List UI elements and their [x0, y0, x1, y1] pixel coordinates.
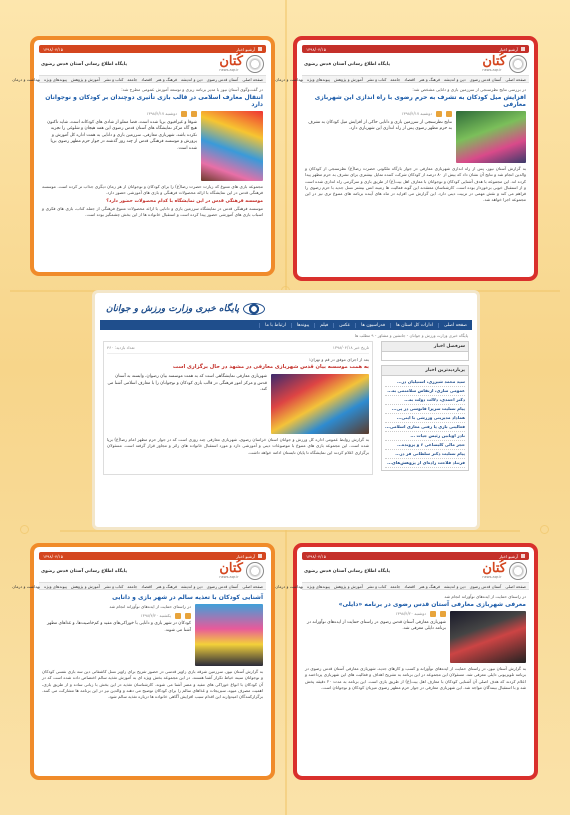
nav-education[interactable]: آموزش و پژوهش: [70, 583, 100, 589]
main-nav: [275, 582, 529, 590]
nav-religion[interactable]: دین و اندیشه: [444, 76, 466, 82]
article-date: یکشنبه ۱۳۹۸/۴/۲۰: [140, 612, 171, 618]
ministry-header: [100, 298, 472, 320]
date-label: ۱۳۹۸/۰۴/۱۵: [306, 553, 326, 559]
article-subtitle: در راستای حمایت از ایده‌های نوآورانه انجام شد: [109, 604, 191, 609]
article-lead: شهربازی معارفی آستان قدس رضوی در راستای حمایت از ایده‌های نوآورانه در برنامه دایلی معرفی شد.: [307, 619, 446, 631]
date-label: ۱۳۹۸/۰۴/۱۵: [306, 46, 326, 52]
news-panel-2: [12, 36, 275, 276]
article-title[interactable]: به همت موسسه بیان قدس شهربازی معارفی در مشهد در حال برگزاری است: [172, 364, 369, 370]
site-header: [39, 560, 266, 582]
popular-item[interactable]: حجز مالی کلیساغی ۶ و پرونده...: [385, 441, 465, 450]
nav-education[interactable]: آموزش و پژوهش: [70, 76, 100, 82]
box-heading: پربازدیدترین اخبار: [382, 366, 468, 376]
ministry-sidebar: [381, 341, 469, 475]
popular-item[interactable]: فرتناد فلاحت زاده‌ای از پژوهش‌های...: [385, 459, 465, 468]
date-label: تاریخ خبر: [353, 345, 369, 350]
mnav-video[interactable]: فیلم: [314, 323, 333, 328]
nav-astan[interactable]: آستان قدس رضوی: [469, 76, 502, 82]
date-label: ۱۳۹۸/۰۴/۱۵: [43, 46, 63, 52]
site-tagline: پایگاه اطلاع رسانی آستان قدس رضوی: [41, 568, 128, 574]
article-body: به گزارش روابط عمومی اداره کل ورزش و جوانان استان خراسان رضوی، شهربازی معارفی چند روزی است که در جوار حرم مطهر امام رضا(ع) برپا شده است. این مجموعه بازی های متنوع با موضوعات دینی و آموزشی دارد و مورد استقبال خانواده های زائر و مجاور قرار گرفته است. مسئولان برگزاری اعلام کردند این نمایشگاه تا پایان تابستان ادامه خواهد داشت.: [107, 437, 369, 455]
nav-economy[interactable]: اقتصاد: [141, 76, 153, 82]
nav-astan[interactable]: آستان قدس رضوی: [206, 583, 239, 589]
nav-religion[interactable]: دین و اندیشه: [181, 76, 203, 82]
nav-society[interactable]: جامعه: [390, 76, 401, 82]
article-lead-row: [42, 604, 263, 666]
ministry-logo-icon: [243, 303, 265, 315]
popular-item[interactable]: فعالیتی بازی پا رفتی معاری اسلامی...: [385, 423, 465, 432]
mnav-links[interactable]: پیوندها: [291, 323, 314, 328]
news-panel-5: [275, 543, 538, 780]
site-logo[interactable]: کُتان news.aqr.ir: [219, 54, 243, 72]
article-lead-row: [305, 111, 526, 163]
nav-health[interactable]: بهداشت و درمان: [275, 76, 304, 82]
bg-node: [20, 525, 29, 534]
ministry-content: [100, 341, 472, 475]
article-title[interactable]: افزایش میل کودکان به تشرف به حرم رضوی با راه اندازی این شهربازی معارفی: [314, 94, 526, 108]
ministry-panel: [92, 290, 480, 530]
nav-society[interactable]: جامعه: [127, 583, 138, 589]
share-icon[interactable]: [436, 111, 442, 117]
article-title[interactable]: انتقال معارف اسلامی در قالب بازی تأثیری دوچندان بر کودکان و نوجوانان دارد: [45, 94, 263, 108]
share-icon[interactable]: [430, 611, 436, 617]
article-body: مجموعه بازی های متنوع که زیارت حضرت رضا(ع) را برای کودکان و نوجوانان از هر زمان دیگری جذاب تر کرده است. موسسه فرهنگی قدس در این نمایشگاه با ارائه محصولات فرهنگی و بازی های آموزشی حضور دارد.: [42, 184, 263, 196]
nav-education[interactable]: آموزش و پژوهش: [333, 76, 363, 82]
square-icon: [521, 554, 525, 558]
site-logo[interactable]: کُتان news.aqr.ir: [482, 54, 506, 72]
emblem-icon: [246, 562, 264, 580]
article-image: [201, 111, 263, 181]
article-subtitle: در بررسی نتایج نظرسنجی از سرزمین بازی و دانایی مشخص شد:: [412, 87, 526, 92]
article-lead-row: [107, 374, 369, 434]
nav-economy[interactable]: اقتصاد: [404, 76, 416, 82]
bg-line: [60, 530, 520, 532]
article-image: [195, 604, 263, 666]
archive-link[interactable]: آرشیو اخبار: [236, 553, 255, 559]
nav-culture[interactable]: فرهنگ و هنر: [156, 583, 178, 589]
article-lead: کودکان در شهر بازی و دانایی با خوراکی‌های مفید و کم‌خاصیت‌ها، و غذاهای مطهر آشنا می شوند.: [47, 621, 191, 633]
nav-links[interactable]: پیوندهای ویژه: [307, 76, 330, 82]
site-tagline: پایگاه اطلاع رسانی آستان قدس رضوی: [304, 61, 391, 67]
nav-links[interactable]: پیوندهای ویژه: [44, 583, 67, 589]
nav-culture[interactable]: فرهنگ و هنر: [156, 76, 178, 82]
site-logo[interactable]: کُتان news.aqr.ir: [482, 561, 506, 579]
share-icon[interactable]: [181, 111, 187, 117]
nav-books[interactable]: کتاب و نشر: [366, 583, 387, 589]
article-date: دوشنبه ۱۳۹۸/۴/۱۷: [146, 111, 177, 116]
nav-home[interactable]: صفحه اصلی: [505, 76, 526, 82]
top-bar: [302, 45, 529, 53]
popular-item[interactable]: عمومی سازی، ارتقاس سلامتمی به...: [385, 387, 465, 396]
article-title[interactable]: معرفی شهربازی معارفی آستان قدس رضوی در برنامه «دایلی»: [338, 601, 526, 608]
square-icon: [258, 554, 262, 558]
print-icon[interactable]: [440, 611, 446, 617]
popular-item[interactable]: نادر اویابین رئیس جیات ...: [385, 432, 465, 441]
emblem-icon: [509, 562, 527, 580]
nav-economy[interactable]: اقتصاد: [141, 583, 153, 589]
mnav-provinces[interactable]: ادارات کل استان ها: [390, 323, 438, 328]
article-lead: شوقا و غیرافیوی بریا شده است، فضا مملو از شادی های کودکانه است، شاید تاکنون هیچ گاه مرکز نمایشگاه های آستان قدس رضوی این همه هیجان و شلوغی را تجربه نکرده باشد. شهربازی معارفی، سرزمین بازی و دانایی به همت اداره کل آموزش و پرورش و موسسه فرهنگی قدس از چند روز گذشته در جوار حرم مطهر رضوی برپا شده است.: [47, 119, 197, 151]
nav-books[interactable]: کتاب و نشر: [366, 76, 387, 82]
main-nav: [275, 75, 529, 83]
archive-link[interactable]: آرشیو اخبار: [236, 46, 255, 52]
news-panel-1: [275, 36, 538, 281]
article-lead-row: [42, 111, 263, 181]
nav-links[interactable]: پیوندهای ویژه: [307, 583, 330, 589]
article-lead-row: [305, 611, 526, 663]
mnav-home[interactable]: صفحه اصلی: [438, 323, 472, 328]
site-tagline: پایگاه اطلاع رسانی آستان قدس رضوی: [304, 568, 391, 574]
main-nav: [12, 75, 266, 83]
box-heading: سرفصل اخبار: [382, 342, 468, 352]
article-date: دوشنبه ۱۳۹۸/۴/۲۰: [395, 611, 426, 616]
mnav-contact[interactable]: ارتباط با ما: [259, 323, 291, 328]
nav-health[interactable]: بهداشت و درمان: [12, 583, 41, 589]
nav-astan[interactable]: آستان قدس رضوی: [206, 76, 239, 82]
nav-religion[interactable]: دین و اندیشه: [181, 583, 203, 589]
article: [302, 83, 529, 208]
top-bar: [39, 552, 266, 560]
site-logo[interactable]: کُتان news.aqr.ir: [219, 561, 243, 579]
print-icon[interactable]: [185, 613, 191, 619]
emblem-icon: [509, 55, 527, 73]
ministry-article: [103, 341, 373, 475]
archive-link[interactable]: آرشیو اخبار: [499, 46, 518, 52]
popular-item[interactable]: پیام تسلیت سرپرا قانوسی در پی...: [385, 405, 465, 414]
popular-item[interactable]: سید محمد شیرزی، استیلیان در...: [385, 378, 465, 387]
square-icon: [521, 47, 525, 51]
top-bar: [39, 45, 266, 53]
nav-culture[interactable]: فرهنگ و هنر: [419, 583, 441, 589]
article-image: [450, 611, 526, 663]
nav-religion[interactable]: دین و اندیشه: [444, 583, 466, 589]
article-body: به گزارش آستان نیوز، سرزمین شرقه بازی زاویر قدسی در حضور تفریح برای زاویر نسل کاشفاتی دین سه بازی نفسی کودکان و نوجوانان سینه خیاط تکرار آشنا هستند. در این مجموعه بخش ویژه ای به آموزش تغذیه سالم اختصاص داده شده است که در آن کودکان با انواع خوراکی های مفید و مضر آشنا می شوند. کارشناسان تغذیه در این بخش با زبانی ساده و از طریق بازی، اهمیت مصرف میوه، سبزیجات و غذاهای سالم را برای کودکان توضیح می دهند و والدین نیز در این برنامه ها مشارکت می کنند. برگزارکنندگان امیدوارند این اقدام سبب افزایش آگاهی خانواده ها درباره تغذیه سالم شود.: [42, 669, 263, 700]
article-lead: شهربازی معارفی نمایشگاهی است که به همت موسسه بیان رضوان، وابسته به آستان قدس و مرکز امور فرهنگی در قالب بازی کودکان و نوجوانان را با معارف اسلامی آشنا می کند.: [107, 374, 267, 392]
article-image: [271, 374, 369, 434]
print-icon[interactable]: [191, 111, 197, 117]
emblem-icon: [246, 55, 264, 73]
article-lead: نتایج نظرسنجی از سرزمین بازی و دانایی حاکی از افزایش میل کودکان به تشرف به حرم مطهر رضوی پس از راه اندازی این شهربازی دارد.: [308, 119, 452, 131]
nav-education[interactable]: آموزش و پژوهش: [333, 583, 363, 589]
article-subtitle: بعد از اجرای موفق در قم و تهران؛: [309, 357, 369, 362]
popular-item[interactable]: دکتر احمدی، دلالت دولت به...: [385, 396, 465, 405]
print-icon[interactable]: [446, 111, 452, 117]
nav-economy[interactable]: اقتصاد: [404, 583, 416, 589]
article-subtitle: در گفت‌وگوی آستان نیوز با مدیر برنامه ریزی و توسعه آموزش عمومی مطرح شد:: [121, 87, 263, 92]
top-bar: [302, 552, 529, 560]
news-headlines-box: [381, 341, 469, 361]
square-icon: [258, 47, 262, 51]
nav-links[interactable]: پیوندهای ویژه: [44, 76, 67, 82]
nav-health[interactable]: بهداشت و درمان: [12, 76, 41, 82]
date-label: ۱۳۹۸/۰۴/۱۵: [43, 553, 63, 559]
ministry-title[interactable]: پایگاه خبری وزارت ورزش و جوانان: [106, 304, 240, 314]
nav-health[interactable]: بهداشت و درمان: [275, 583, 304, 589]
nav-astan[interactable]: آستان قدس رضوی: [469, 583, 502, 589]
mnav-photo[interactable]: عکس: [333, 323, 355, 328]
popular-news-box: [381, 365, 469, 471]
article-body-2: موسسه فرهنگی قدس در نمایشگاه سرزمین بازی و دانایی با ارائه محصولات متنوع فرهنگی از جمله کتاب، بازی های فکری و اسباب بازی های آموزشی حضور پیدا کرده است و استقبال خانواده ها از این بخش چشمگیر بوده است.: [42, 205, 263, 217]
nav-culture[interactable]: فرهنگ و هنر: [419, 76, 441, 82]
popular-item[interactable]: پیام تسلیت دکتر سلطانی فر در...: [385, 450, 465, 459]
article-body: به گزارش آستان نیوز، در راستای حمایت از ایده‌های نوآورانه و کسب و کارهای جدید، شهربازی معارفی آستان قدس رضوی در برنامه تلویزیونی دایلی معرفی شد. مسئولان این مجموعه در این برنامه به تشریح اهداف و فعالیت های این شهربازی پرداختند و اعلام کردند که هدف اصلی آن آشنایی کودکان با معارف اهل بیت(ع) از طریق بازی است. این برنامه به مدت ۲۰ دقیقه پخش شد و با استقبال بینندگان مواجه شد. این شهربازی معارفی در جوار حرم مطهر رضوی میزبان کودکان و نوجوانان است.: [305, 666, 526, 690]
archive-link[interactable]: آرشیو اخبار: [499, 553, 518, 559]
article: [39, 83, 266, 222]
site-tagline: پایگاه اطلاع رسانی آستان قدس رضوی: [41, 61, 128, 67]
nav-books[interactable]: کتاب و نشر: [103, 583, 124, 589]
bg-node: [540, 525, 549, 534]
nav-home[interactable]: صفحه اصلی: [242, 76, 263, 82]
nav-society[interactable]: جامعه: [390, 583, 401, 589]
article-title[interactable]: آشنایی کودکان با تغذیه سالم در شهر بازی و دانایی: [112, 594, 263, 601]
site-header: [39, 53, 266, 75]
article-date: ۱۳۹۸/۰۴/۱۸: [332, 345, 353, 350]
view-count: تعداد بازدید: ۴۶۰: [107, 345, 135, 350]
nav-books[interactable]: کتاب و نشر: [103, 76, 124, 82]
article: [302, 590, 529, 695]
share-icon[interactable]: [175, 613, 181, 619]
article-date: دوشنبه ۱۳۹۸/۴/۱۷: [401, 111, 432, 116]
article-subtitle: در راستای حمایت از ایده‌های نوآورانه انجام شد: [444, 594, 526, 599]
nav-society[interactable]: جامعه: [127, 76, 138, 82]
nav-home[interactable]: صفحه اصلی: [242, 583, 263, 589]
article-body: به گزارش آستان نیوز، پس از راه اندازی شهربازی معارفی در جوار بارگاه ملکوتی حضرت رضا(ع) نظرسنجی از کودکان و والدین انجام شد و نتایج آن نشان داد که بیش از ۸۰ درصد از کودکان شرکت کننده تمایل بیشتری برای تشرف به حرم مطهر پیدا کرده اند. این مجموعه با هدف آشنایی کودکان و نوجوانان با معارف اهل بیت(ع) از طریق بازی و سرگرمی راه اندازی شده است و از استقبال خوبی برخوردار بوده است. کارشناسان معتقدند این گونه فعالیت ها زمینه انس بیشتر نسل جدید با حرم رضوی را فراهم می کند و نقش مهمی در تربیت دینی دارد. این گزارش می افزاید در ماه های آینده برنامه های متنوع تری نیز در این مجموعه اجرا خواهد شد.: [305, 166, 526, 203]
article-image: [456, 111, 526, 163]
mnav-federations[interactable]: فدراسیون ها: [355, 323, 390, 328]
news-panel-4: [12, 543, 275, 780]
breadcrumb: پایگاه خبری وزارت ورزش و جوانان - جانشین و مشاور - ۹ مطلب ها: [354, 333, 468, 338]
article-heading: موسسه فرهنگی قدس در این نمایشگاه با کدام محصولات حضور دارد؟: [106, 198, 263, 204]
main-nav: [12, 582, 266, 590]
nav-home[interactable]: صفحه اصلی: [505, 583, 526, 589]
site-header: [302, 53, 529, 75]
popular-item[interactable]: هماداد مدیریتی ورزشی با ایتی...: [385, 414, 465, 423]
site-header: [302, 560, 529, 582]
article: [39, 590, 266, 704]
article-toolbar: [107, 345, 369, 354]
ministry-nav: [100, 320, 472, 330]
